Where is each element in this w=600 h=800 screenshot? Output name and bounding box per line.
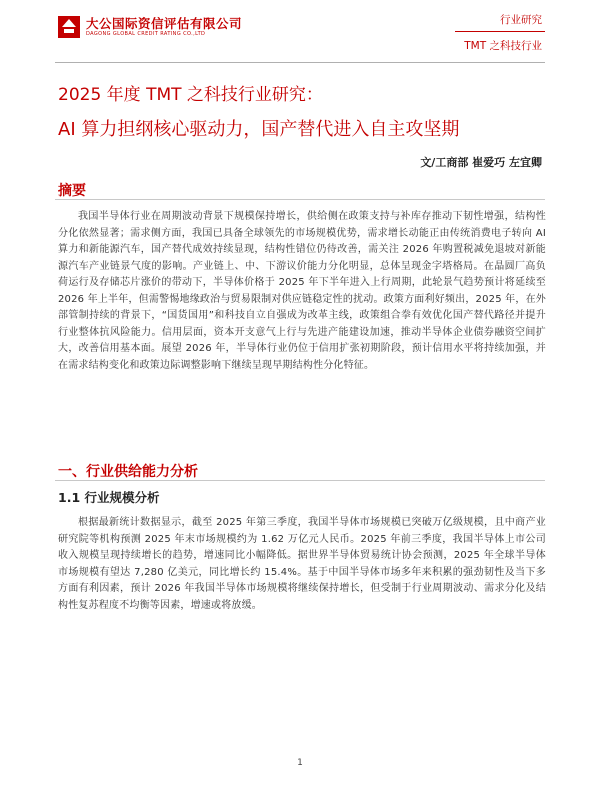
header-rule	[55, 62, 545, 63]
abstract-rule	[55, 199, 545, 200]
company-logo	[58, 16, 242, 38]
page-number: 1	[297, 758, 303, 768]
report-title-line1: 2025 年度 TMT 之科技行业研究：	[58, 85, 323, 105]
section-rule	[55, 480, 545, 481]
author-line: 文/工商部 崔爱巧 左宜卿	[420, 156, 542, 169]
logo-name-cn: 大公国际资信评估有限公司	[86, 15, 243, 31]
report-title-line2: AI 算力担纲核心驱动力，国产替代进入自主攻坚期	[58, 119, 460, 140]
logo-name-en: DAGONG GLOBAL CREDIT RATING CO.,LTD	[86, 30, 206, 37]
logo-emblem-icon	[58, 16, 80, 38]
scale-paragraph: 根据最新统计数据显示，截至 2025 年第三季度，我国半导体市场规模已突破万亿级规模，且中商产业研究院等机构预测 2025 年末市场规模约为 1.62 万亿元人民币。2025 年前三季度，我国半导体上市公司收入规模呈现持续增长的趋势，增速同比小幅降低。据世界半导体贸易统计协会预测，2025 年全球半导体市场规模有望达 7,280 亿美元，同比增长约 15.4%。基于中国半导体市场多年来积累的强劲韧性及当下多方面有利因素，预计 2026 年我国半导体市场规模将继续保持增长，但受制于行业周期波动、需求分化及结构性复苏程度不均衡等因素，增速或将放缓。	[58, 517, 546, 611]
header-divider	[455, 31, 545, 32]
abstract-heading: 摘要	[58, 183, 86, 199]
section-heading-supply: 一、行业供给能力分析	[58, 464, 198, 480]
abstract-paragraph: 我国半导体行业在周期波动背景下规模保持增长，供给侧在政策支持与补库存推动下韧性增强，结构性分化依然显著；需求侧方面，我国已具备全球领先的市场规模优势，需求增长动能正由传统消费电子转向 AI 算力和新能源汽车，国产替代成效持续显现，结构性错位仍待改善，需关注 2026 年购置税减免退坡对新能源汽车产业链景气度的影响。产业链上、中、下游议价能力分化明显，总体呈现金字塔格局。在晶圆厂高负荷运行及存储芯片涨价的带动下，半导体价格于 2025 年下半年进入上行周期，此轮景气趋势预计将延续至 2026 年上半年，但需警惕地缘政治与贸易限制对供应链稳定性的扰动。政策方面利好频出，2025 年，在外部管制持续的背景下，“国货国用”和科技自立自强成为改革主线，政策组合拳有效优化国产替代路径并提升行业整体抗风险能力。信用层面，资本开支意气上行与先进产能建设加速，推动半导体企业债券融资空间扩大，改善信用基本面。展望 2026 年，半导体行业仍位于信用扩张初期阶段，预计信用水平将持续加强，并在需求结构变化和政策边际调整影响下继续呈现早期结构性分化特征。	[58, 211, 546, 371]
page-header	[0, 0, 600, 66]
subsection-heading-scale: 1.1 行业规模分析	[58, 490, 160, 505]
header-category: 行业研究	[500, 14, 542, 26]
header-subcategory: TMT 之科技行业	[464, 40, 542, 52]
